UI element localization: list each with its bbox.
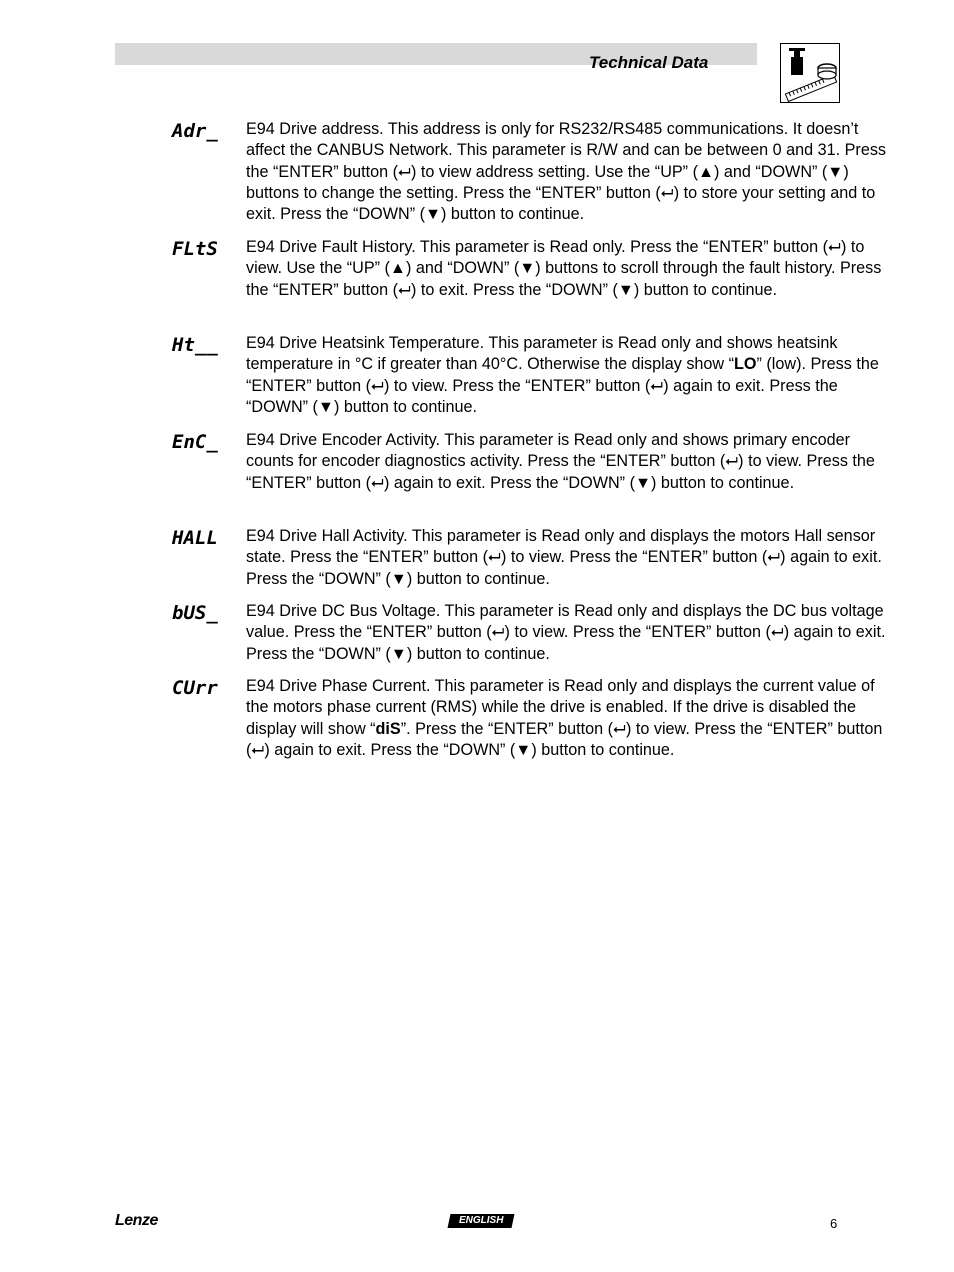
section-title: Technical Data — [589, 53, 709, 72]
parameter-code: FLtS — [172, 238, 218, 260]
brand-logo: Lenze — [115, 1212, 158, 1229]
parameter-description: E94 Drive address. This address is only for RS232/RS485 communications. It doesn’t affect the CANBUS Network. This parameter is R/W and can be between 0 and 31. Press the “ENTER” button (⮠) to view address setting. Use the “UP” (▲) and “DOWN” (▼) buttons to change the setting. Press the “ENTER” button (⮠) to store your setting and to exit. Press the “DOWN” (▼) button to continue. — [246, 120, 887, 224]
parameter-code: HALL — [172, 527, 218, 549]
parameter-code: bUS_ — [172, 602, 218, 624]
parameter-description: E94 Drive Fault History. This parameter is Read only. Press the “ENTER” button (⮠) to view. Use the “UP” (▲) and “DOWN” (▼) buttons to scroll through the fault history. Press the “ENTER” button (⮠) to exit. Press the “DOWN” (▼) button to continue. — [246, 238, 882, 299]
parameter-description: E94 Drive DC Bus Voltage. This parameter is Read only and displays the DC bus voltage value. Press the “ENTER” button (⮠) to view. Press the “ENTER” button (⮠) again to exit. Press the “DOWN” (▼) button to continue. — [246, 602, 886, 663]
parameter-code: Adr_ — [172, 120, 218, 142]
display-value: LO — [734, 355, 757, 374]
parameter-code: CUrr — [172, 677, 218, 699]
drive-measurement-icon — [780, 43, 840, 103]
parameter-code: EnC_ — [172, 431, 218, 453]
parameter-description: E94 Drive Heatsink Temperature. This parameter is Read only and shows heatsink temperature in °C if greater than 40°C. Otherwise the display show “LO” (low). Press the “ENTER” button (⮠) to view. Press the “ENTER” button (⮠) again to exit. Press the “DOWN” (▼) button to continue. — [246, 334, 879, 416]
page-number: 6 — [830, 1216, 838, 1231]
language-badge: ENGLISH — [448, 1214, 515, 1228]
parameter-description: E94 Drive Hall Activity. This parameter is Read only and displays the motors Hall sensor state. Press the “ENTER” button (⮠) to view. Press the “ENTER” button (⮠) again to exit. Press the “DOWN” (▼) button to continue. — [246, 527, 882, 588]
parameter-description: E94 Drive Phase Current. This parameter is Read only and displays the current value of the motors phase current (RMS) while the drive is enabled. If the drive is disabled the display will show “diS”. Press the “ENTER” button (⮠) to view. Press the “ENTER” button (⮠) again to exit. Press the “DOWN” (▼) button to continue. — [246, 677, 883, 759]
parameter-description: E94 Drive Encoder Activity. This parameter is Read only and shows primary encoder counts for encoder diagnostics activity. Press the “ENTER” button (⮠) to view. Press the “ENTER” button (⮠) again to exit. Press the “DOWN” (▼) button to continue. — [246, 431, 875, 492]
parameter-code: Ht__ — [172, 334, 218, 356]
display-value: diS — [375, 719, 401, 738]
